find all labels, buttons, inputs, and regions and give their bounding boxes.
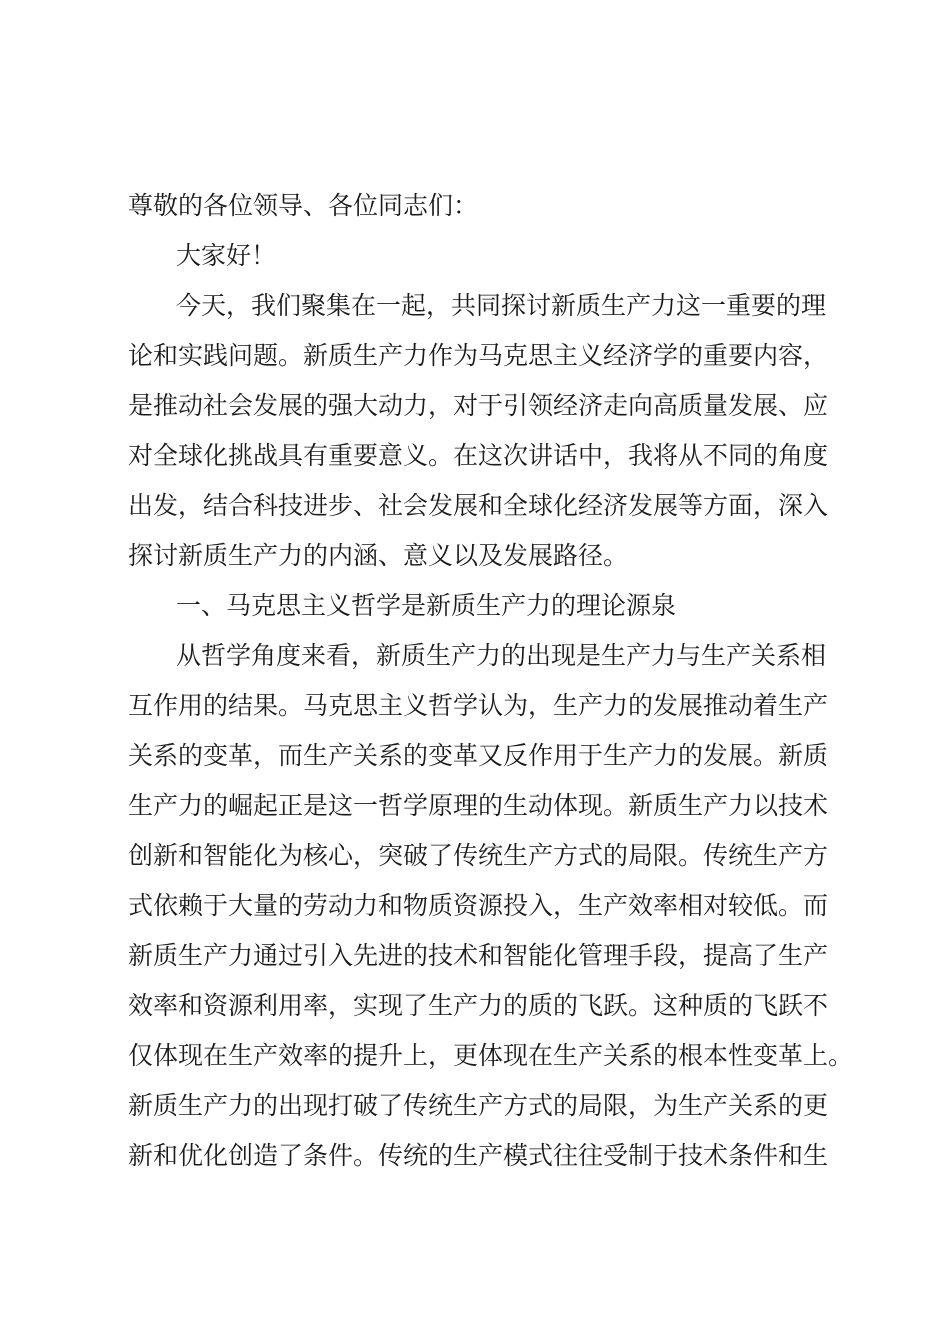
paragraph-line: 是推动社会发展的强大动力，对于引领经济走向高质量发展、应 (128, 391, 829, 420)
paragraph-line: 关系的变革，而生产关系的变革又反作用于生产力的发展。新质 (128, 741, 829, 770)
paragraph-line: 创新和智能化为核心，突破了传统生产方式的局限。传统生产方 (128, 841, 829, 870)
paragraph-line: 论和实践问题。新质生产力作为马克思主义经济学的重要内容， (128, 341, 829, 370)
paragraph-line: 效率和资源利用率，实现了生产力的质的飞跃。这种质的飞跃不 (128, 991, 829, 1020)
paragraph-line: 出发，结合科技进步、社会发展和全球化经济发展等方面，深入 (128, 491, 829, 520)
paragraph-line: 新质生产力的出现打破了传统生产方式的局限，为生产关系的更 (128, 1091, 829, 1120)
paragraph-line: 新和优化创造了条件。传统的生产模式往往受制于技术条件和生 (128, 1141, 829, 1170)
paragraph-line: 今天，我们聚集在一起，共同探讨新质生产力这一重要的理 (176, 291, 827, 320)
paragraph-line: 式依赖于大量的劳动力和物质资源投入，生产效率相对较低。而 (128, 891, 829, 920)
section-heading: 一、马克思主义哲学是新质生产力的理论源泉 (176, 591, 677, 620)
paragraph-line: 新质生产力通过引入先进的技术和智能化管理手段，提高了生产 (128, 941, 829, 970)
paragraph-line: 从哲学角度来看，新质生产力的出现是生产力与生产关系相 (176, 641, 827, 670)
greeting: 大家好！ (176, 241, 277, 270)
paragraph-line: 互作用的结果。马克思主义哲学认为，生产力的发展推动着生产 (128, 691, 829, 720)
salutation: 尊敬的各位领导、各位同志们： (128, 191, 479, 220)
paragraph-line: 仅体现在生产效率的提升上，更体现在生产关系的根本性变革上。 (128, 1041, 854, 1070)
paragraph-line: 对全球化挑战具有重要意义。在这次讲话中，我将从不同的角度 (128, 441, 829, 470)
paragraph-line: 生产力的崛起正是这一哲学原理的生动体现。新质生产力以技术 (128, 791, 829, 820)
paragraph-line: 探讨新质生产力的内涵、意义以及发展路径。 (128, 541, 629, 570)
